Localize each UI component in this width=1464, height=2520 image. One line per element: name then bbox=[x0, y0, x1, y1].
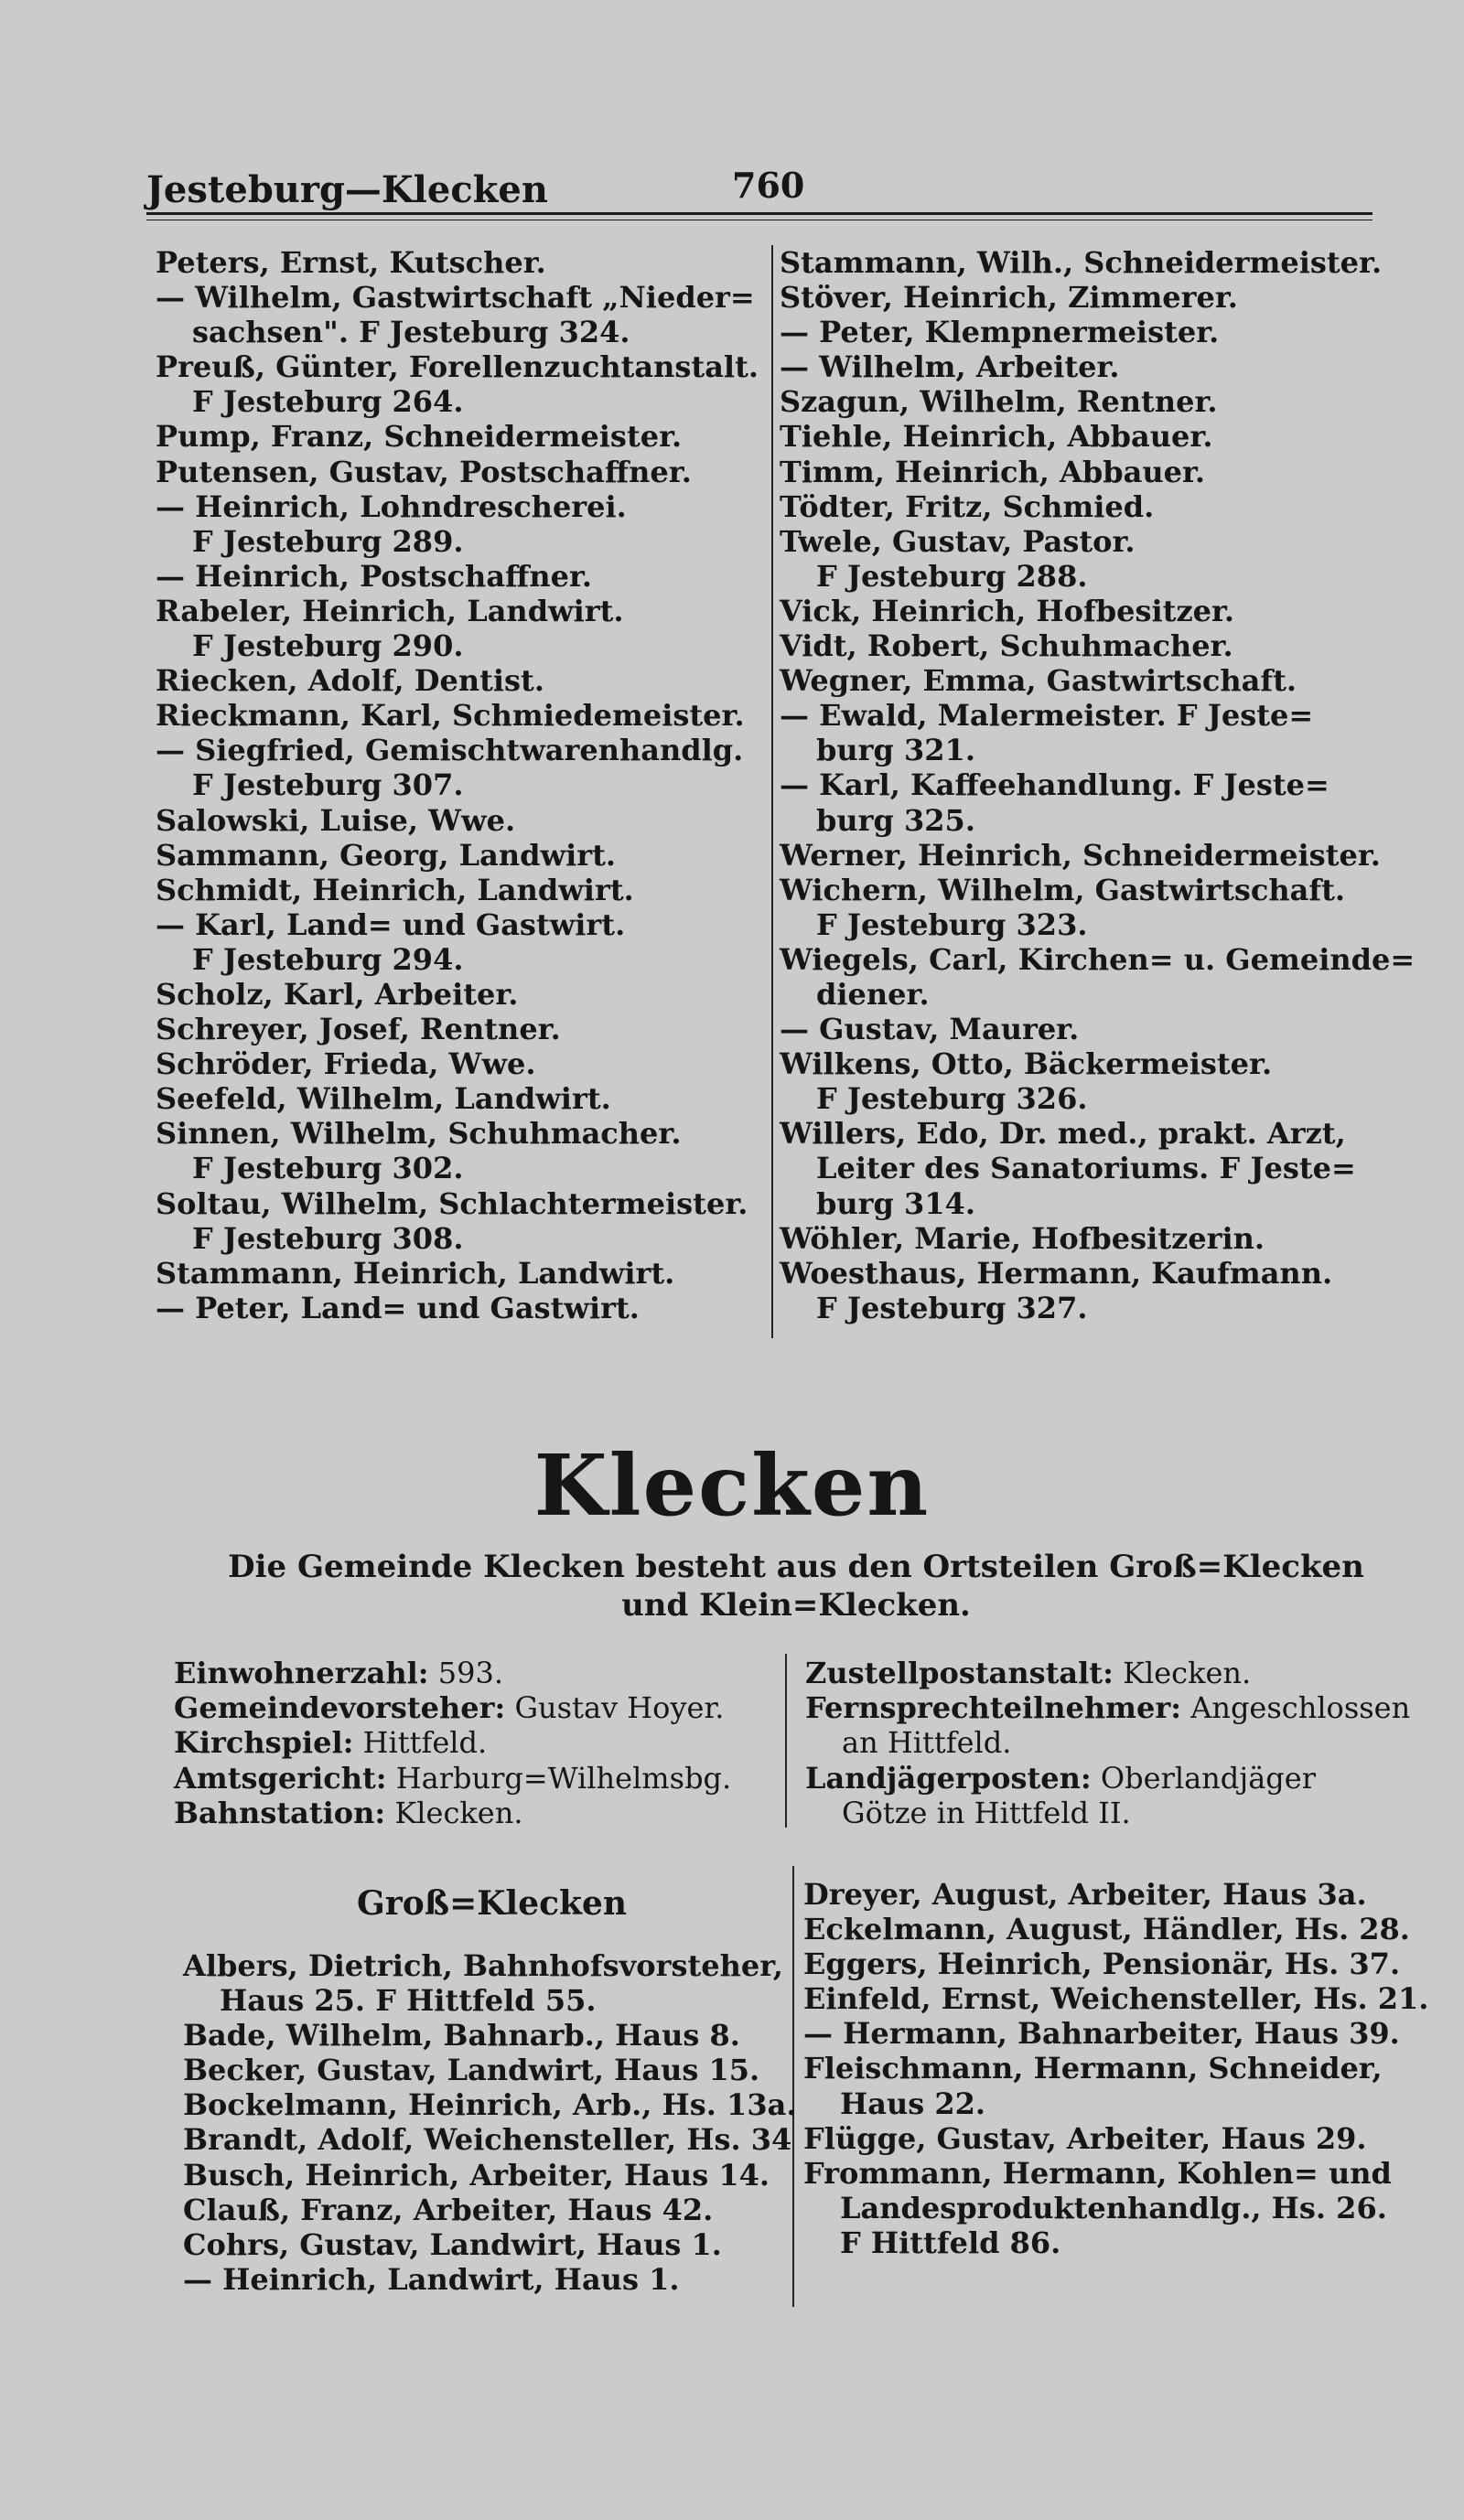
info-value: Hittfeld. bbox=[353, 1725, 488, 1761]
directory-line: Rieckmann, Karl, Schmiedemeister. bbox=[156, 698, 745, 734]
column-divider bbox=[771, 245, 773, 1338]
directory-line: Flügge, Gustav, Arbeiter, Haus 29. bbox=[803, 2120, 1367, 2156]
info-line bbox=[174, 1725, 731, 1760]
directory-line: Haus 25. F Hittfeld 55. bbox=[220, 1983, 597, 2019]
directory-line: — Gustav, Maurer. bbox=[780, 1012, 1080, 1047]
directory-line: Busch, Heinrich, Arbeiter, Haus 14. bbox=[183, 2157, 770, 2193]
info-line bbox=[174, 1796, 731, 1830]
directory-line: F Jesteburg 290. bbox=[192, 628, 464, 664]
directory-line: Szagun, Wilhelm, Rentner. bbox=[780, 384, 1218, 420]
running-head: Jesteburg—Klecken bbox=[146, 168, 548, 211]
directory-line: Stammann, Heinrich, Landwirt. bbox=[156, 1255, 675, 1291]
info-value: Oberlandjäger bbox=[1091, 1760, 1316, 1796]
header-rule bbox=[146, 212, 1372, 215]
directory-line: Landesproduktenhandlg., Hs. 26. bbox=[840, 2190, 1387, 2225]
directory-line: — Heinrich, Lohndrescherei. bbox=[156, 488, 627, 524]
directory-line: burg 321. bbox=[816, 733, 975, 768]
directory-line: Riecken, Adolf, Dentist. bbox=[156, 663, 544, 699]
directory-line: Pump, Franz, Schneidermeister. bbox=[156, 419, 683, 455]
info-label: Bahnstation: bbox=[174, 1795, 386, 1830]
info-value: Gustav Hoyer. bbox=[505, 1690, 725, 1726]
directory-line: Brandt, Adolf, Weichensteller, Hs. 34 bbox=[183, 2122, 792, 2158]
directory-line: Putensen, Gustav, Postschaffner. bbox=[156, 454, 692, 489]
directory-line: Cohrs, Gustav, Landwirt, Haus 1. bbox=[183, 2226, 722, 2262]
directory-line: Preuß, Günter, Forellenzuchtanstalt. bbox=[156, 349, 759, 385]
jesteburg-left-column bbox=[156, 245, 759, 1325]
jesteburg-right-column bbox=[780, 245, 1415, 1325]
directory-line: Schröder, Frieda, Wwe. bbox=[156, 1046, 536, 1082]
directory-line: F Jesteburg 289. bbox=[192, 523, 464, 559]
directory-line: — Peter, Klempnermeister. bbox=[780, 315, 1220, 350]
info-value: Angeschlossen bbox=[1181, 1690, 1411, 1726]
directory-line: F Jesteburg 302. bbox=[192, 1151, 464, 1186]
directory-line: Schreyer, Josef, Rentner. bbox=[156, 1012, 561, 1047]
directory-line: Vidt, Robert, Schuhmacher. bbox=[780, 628, 1233, 664]
info-line bbox=[805, 1761, 1410, 1796]
directory-line: F Jesteburg 323. bbox=[816, 906, 1088, 942]
directory-line: Fleischmann, Hermann, Schneider, bbox=[803, 2051, 1383, 2086]
directory-line: F Jesteburg 264. bbox=[192, 384, 464, 420]
info-value: Götze in Hittfeld II. bbox=[842, 1795, 1131, 1830]
directory-line: F Jesteburg 307. bbox=[192, 767, 464, 803]
directory-line: — Peter, Land= und Gastwirt. bbox=[156, 1290, 640, 1325]
directory-line: F Jesteburg 288. bbox=[816, 558, 1088, 594]
info-label: Fernsprechteilnehmer: bbox=[805, 1690, 1182, 1726]
directory-line: — Ewald, Malermeister. F Jeste= bbox=[780, 698, 1314, 734]
directory-line: Eckelmann, August, Händler, Hs. 28. bbox=[803, 1912, 1410, 1947]
directory-line: — Heinrich, Postschaffner. bbox=[156, 558, 592, 594]
info-label: Einwohnerzahl: bbox=[174, 1656, 429, 1690]
directory-line: Sinnen, Wilhelm, Schuhmacher. bbox=[156, 1116, 682, 1152]
directory-line: Eggers, Heinrich, Pensionär, Hs. 37. bbox=[803, 1946, 1401, 1982]
directory-line: Clauß, Franz, Arbeiter, Haus 42. bbox=[183, 2192, 714, 2227]
directory-line: Albers, Dietrich, Bahnhofsvorsteher, bbox=[183, 1948, 783, 1983]
section-intro: Die Gemeinde Klecken besteht aus den Ortsteilen Groß=Klecken und Klein=Klecken. bbox=[228, 1549, 1364, 1624]
section-title: Klecken bbox=[533, 1436, 931, 1535]
subheading: Groß=Klecken bbox=[357, 1884, 628, 1923]
directory-line: Tödter, Fritz, Schmied. bbox=[780, 488, 1155, 524]
info-value: Klecken. bbox=[385, 1795, 523, 1830]
info-line bbox=[174, 1761, 731, 1796]
directory-line: Einfeld, Ernst, Weichensteller, Hs. 21. bbox=[803, 1981, 1429, 2017]
groß-klecken-right-column bbox=[803, 1877, 1428, 2260]
directory-line: Peters, Ernst, Kutscher. bbox=[156, 245, 546, 280]
info-line bbox=[805, 1796, 1410, 1830]
info-divider bbox=[785, 1654, 787, 1828]
directory-line: F Jesteburg 327. bbox=[816, 1290, 1088, 1325]
info-label: Zustellpostanstalt: bbox=[805, 1656, 1114, 1690]
directory-line: Wichern, Wilhelm, Gastwirtschaft. bbox=[780, 872, 1346, 907]
info-line bbox=[805, 1656, 1410, 1690]
info-line bbox=[805, 1725, 1410, 1760]
directory-line: F Jesteburg 326. bbox=[816, 1081, 1088, 1117]
directory-line: Wilkens, Otto, Bäckermeister. bbox=[780, 1046, 1273, 1082]
info-right bbox=[805, 1656, 1410, 1830]
directory-line: F Hittfeld 86. bbox=[840, 2225, 1061, 2260]
directory-line: Rabeler, Heinrich, Landwirt. bbox=[156, 593, 624, 628]
info-line bbox=[805, 1690, 1410, 1725]
directory-line: — Wilhelm, Gastwirtschaft „Nieder= bbox=[156, 280, 755, 316]
info-line bbox=[174, 1656, 731, 1690]
directory-line: Willers, Edo, Dr. med., prakt. Arzt, bbox=[780, 1116, 1346, 1152]
directory-line: Wöhler, Marie, Hofbesitzerin. bbox=[780, 1220, 1265, 1256]
directory-line: Haus 22. bbox=[840, 2086, 986, 2121]
directory-line: Schmidt, Heinrich, Landwirt. bbox=[156, 872, 634, 907]
directory-line: — Siegfried, Gemischtwarenhandlg. bbox=[156, 733, 744, 768]
info-label: Landjägerposten: bbox=[805, 1760, 1092, 1796]
directory-line: Stöver, Heinrich, Zimmerer. bbox=[780, 280, 1238, 316]
directory-line: Frommann, Hermann, Kohlen= und bbox=[803, 2155, 1392, 2191]
directory-line: — Karl, Land= und Gastwirt. bbox=[156, 906, 626, 942]
directory-line: burg 325. bbox=[816, 802, 975, 838]
directory-line: F Jesteburg 294. bbox=[192, 941, 464, 977]
directory-line: Timm, Heinrich, Abbauer. bbox=[780, 454, 1206, 489]
directory-line: Soltau, Wilhelm, Schlachtermeister. bbox=[156, 1185, 748, 1221]
directory-line: diener. bbox=[816, 976, 930, 1012]
directory-line: Tiehle, Heinrich, Abbauer. bbox=[780, 419, 1213, 455]
directory-line: burg 314. bbox=[816, 1185, 975, 1221]
info-value: Harburg=Wilhelmsbg. bbox=[386, 1760, 732, 1796]
directory-line: Twele, Gustav, Pastor. bbox=[780, 523, 1136, 559]
page-number: 760 bbox=[732, 165, 805, 206]
directory-line: Stammann, Wilh., Schneidermeister. bbox=[780, 245, 1383, 280]
directory-line: Dreyer, August, Arbeiter, Haus 3a. bbox=[803, 1877, 1367, 1912]
info-value: an Hittfeld. bbox=[842, 1725, 1012, 1761]
directory-line: Scholz, Karl, Arbeiter. bbox=[156, 976, 519, 1012]
info-left bbox=[174, 1656, 731, 1830]
directory-line: Bockelmann, Heinrich, Arb., Hs. 13a. bbox=[183, 2087, 797, 2123]
info-label: Amtsgericht: bbox=[174, 1760, 387, 1796]
directory-line: Vick, Heinrich, Hofbesitzer. bbox=[780, 593, 1235, 628]
info-line bbox=[174, 1690, 731, 1725]
directory-line: F Jesteburg 308. bbox=[192, 1220, 464, 1256]
info-value: Klecken. bbox=[1113, 1656, 1252, 1690]
directory-line: Bade, Wilhelm, Bahnarb., Haus 8. bbox=[183, 2018, 740, 2054]
groß-klecken-left-column bbox=[183, 1948, 796, 2297]
info-label: Kirchspiel: bbox=[174, 1725, 354, 1761]
directory-line: Becker, Gustav, Landwirt, Haus 15. bbox=[183, 2053, 760, 2088]
directory-line: Werner, Heinrich, Schneidermeister. bbox=[780, 837, 1381, 873]
directory-line: Wiegels, Carl, Kirchen= u. Gemeinde= bbox=[780, 941, 1416, 977]
info-label: Gemeindevorsteher: bbox=[174, 1690, 506, 1726]
directory-line: Leiter des Sanatoriums. F Jeste= bbox=[816, 1151, 1356, 1186]
info-value: 593. bbox=[428, 1656, 504, 1690]
directory-line: Sammann, Georg, Landwirt. bbox=[156, 837, 617, 873]
directory-line: Wegner, Emma, Gastwirtschaft. bbox=[780, 663, 1297, 699]
directory-line: Salowski, Luise, Wwe. bbox=[156, 802, 516, 838]
directory-line: — Hermann, Bahnarbeiter, Haus 39. bbox=[803, 2016, 1400, 2052]
directory-line: Seefeld, Wilhelm, Landwirt. bbox=[156, 1081, 611, 1117]
directory-line: — Wilhelm, Arbeiter. bbox=[780, 349, 1120, 385]
directory-line: — Heinrich, Landwirt, Haus 1. bbox=[183, 2261, 680, 2297]
directory-line: sachsen". F Jesteburg 324. bbox=[192, 315, 630, 350]
directory-line: — Karl, Kaffeehandlung. F Jeste= bbox=[780, 767, 1329, 803]
directory-line: Woesthaus, Hermann, Kaufmann. bbox=[780, 1255, 1333, 1291]
